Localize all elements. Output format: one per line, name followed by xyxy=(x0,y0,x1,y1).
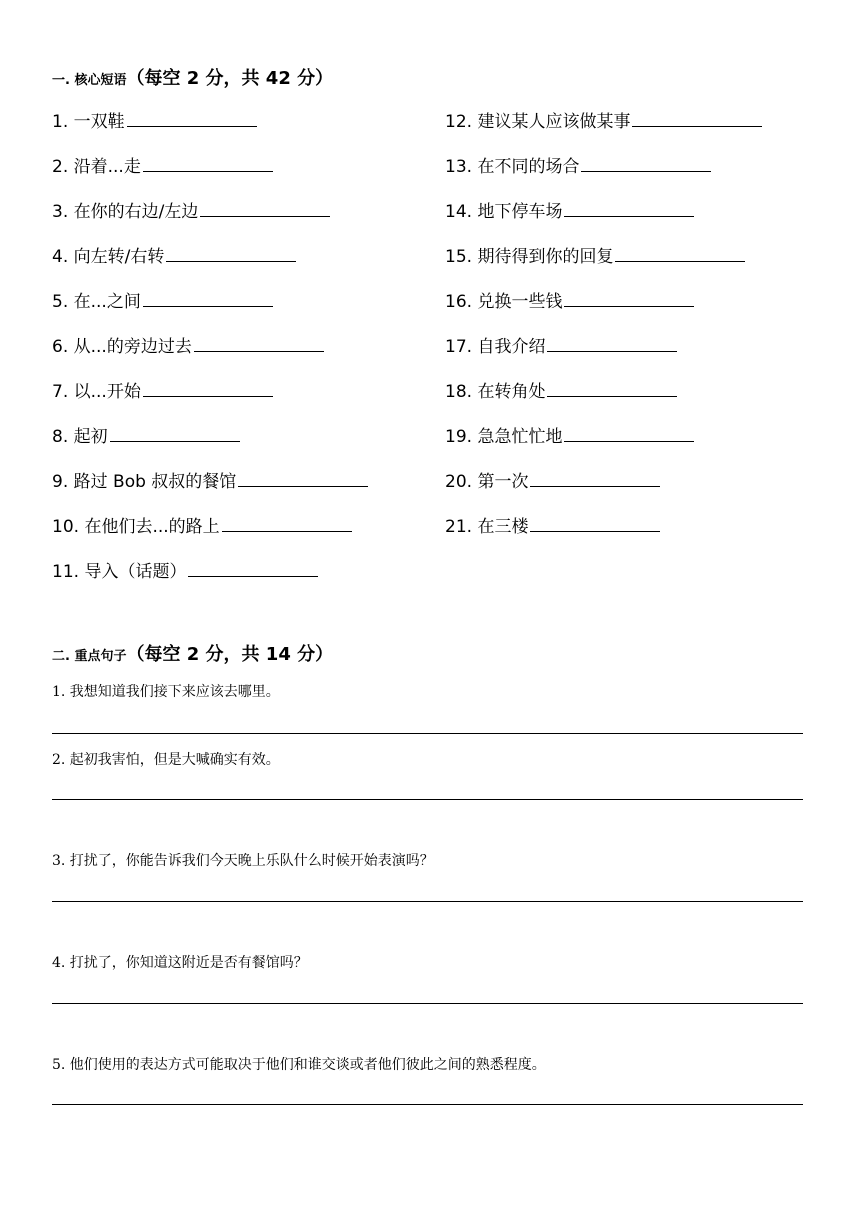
phrase-text: 8. 起初 xyxy=(52,427,108,447)
answer-blank[interactable] xyxy=(564,425,694,442)
phrase-text: 11. 导入（话题） xyxy=(52,562,187,582)
phrase-text: 15. 期待得到你的回复 xyxy=(445,247,614,267)
phrase-text: 19. 急急忙忙地 xyxy=(445,427,563,447)
phrase-item xyxy=(52,245,296,268)
answer-blank[interactable] xyxy=(143,380,273,397)
answer-blank[interactable] xyxy=(166,245,296,262)
answer-blank[interactable] xyxy=(564,200,694,217)
answer-blank[interactable] xyxy=(581,155,711,172)
answer-blank[interactable] xyxy=(615,245,745,262)
phrase-item xyxy=(445,425,694,448)
phrase-text: 7. 以...开始 xyxy=(52,382,141,402)
phrase-text: 4. 向左转/右转 xyxy=(52,247,165,267)
sentence-prompt: 2. 起初我害怕，但是大喊确实有效。 xyxy=(52,752,280,768)
answer-line[interactable] xyxy=(52,799,803,800)
phrase-text: 5. 在...之间 xyxy=(52,292,141,312)
phrase-text: 12. 建议某人应该做某事 xyxy=(445,112,631,132)
answer-blank[interactable] xyxy=(547,380,677,397)
answer-blank[interactable] xyxy=(200,200,330,217)
phrase-text: 21. 在三楼 xyxy=(445,517,529,537)
phrase-item xyxy=(52,290,273,313)
answer-line[interactable] xyxy=(52,733,803,734)
answer-blank[interactable] xyxy=(110,425,240,442)
section-1-lead: 一. 核心短语 xyxy=(52,73,127,88)
answer-blank[interactable] xyxy=(222,515,352,532)
phrase-item xyxy=(445,200,694,223)
phrase-item xyxy=(52,560,318,583)
section-2-score: （每空 2 分，共 14 分） xyxy=(126,644,334,665)
phrase-item xyxy=(52,335,324,358)
phrase-item xyxy=(52,515,352,538)
answer-line[interactable] xyxy=(52,1003,803,1004)
phrase-item xyxy=(445,470,660,493)
phrase-text: 16. 兑换一些钱 xyxy=(445,292,563,312)
phrase-text: 2. 沿着...走 xyxy=(52,157,141,177)
answer-blank[interactable] xyxy=(530,515,660,532)
phrase-item xyxy=(52,155,273,178)
answer-blank[interactable] xyxy=(194,335,324,352)
phrase-item xyxy=(52,425,240,448)
phrase-item xyxy=(52,470,368,493)
phrase-item xyxy=(445,380,677,403)
phrase-item xyxy=(445,245,745,268)
answer-line[interactable] xyxy=(52,901,803,902)
phrase-text: 6. 从...的旁边过去 xyxy=(52,337,192,357)
phrase-item xyxy=(52,110,257,133)
phrase-text: 3. 在你的右边/左边 xyxy=(52,202,199,222)
phrase-text: 18. 在转角处 xyxy=(445,382,546,402)
phrase-text: 9. 路过 Bob 叔叔的餐馆 xyxy=(52,472,237,492)
sentence-prompt: 1. 我想知道我们接下来应该去哪里。 xyxy=(52,684,280,700)
phrase-text: 14. 地下停车场 xyxy=(445,202,563,222)
phrase-text: 1. 一双鞋 xyxy=(52,112,125,132)
answer-blank[interactable] xyxy=(238,470,368,487)
phrase-text: 20. 第一次 xyxy=(445,472,529,492)
section-1-score: （每空 2 分，共 42 分） xyxy=(126,68,334,89)
section-1-title xyxy=(52,64,333,90)
answer-blank[interactable] xyxy=(188,560,318,577)
answer-blank[interactable] xyxy=(143,290,273,307)
section-2-title xyxy=(52,640,333,666)
phrase-text: 17. 自我介绍 xyxy=(445,337,546,357)
answer-line[interactable] xyxy=(52,1104,803,1105)
answer-blank[interactable] xyxy=(143,155,273,172)
sentence-prompt: 3. 打扰了，你能告诉我们今天晚上乐队什么时候开始表演吗？ xyxy=(52,853,434,869)
phrase-text: 13. 在不同的场合 xyxy=(445,157,580,177)
phrase-item xyxy=(52,200,330,223)
answer-blank[interactable] xyxy=(547,335,677,352)
phrase-item xyxy=(445,290,694,313)
section-2-lead: 二. 重点句子 xyxy=(52,649,127,664)
sentence-prompt: 5. 他们使用的表达方式可能取决于他们和谁交谈或者他们彼此之间的熟悉程度。 xyxy=(52,1057,546,1073)
answer-blank[interactable] xyxy=(127,110,257,127)
answer-blank[interactable] xyxy=(530,470,660,487)
sentence-prompt: 4. 打扰了，你知道这附近是否有餐馆吗？ xyxy=(52,955,308,971)
answer-blank[interactable] xyxy=(632,110,762,127)
phrase-item xyxy=(445,155,711,178)
phrase-text: 10. 在他们去...的路上 xyxy=(52,517,220,537)
phrase-item xyxy=(52,380,273,403)
answer-blank[interactable] xyxy=(564,290,694,307)
phrase-item xyxy=(445,335,677,358)
phrase-item xyxy=(445,110,762,133)
phrase-item xyxy=(445,515,660,538)
